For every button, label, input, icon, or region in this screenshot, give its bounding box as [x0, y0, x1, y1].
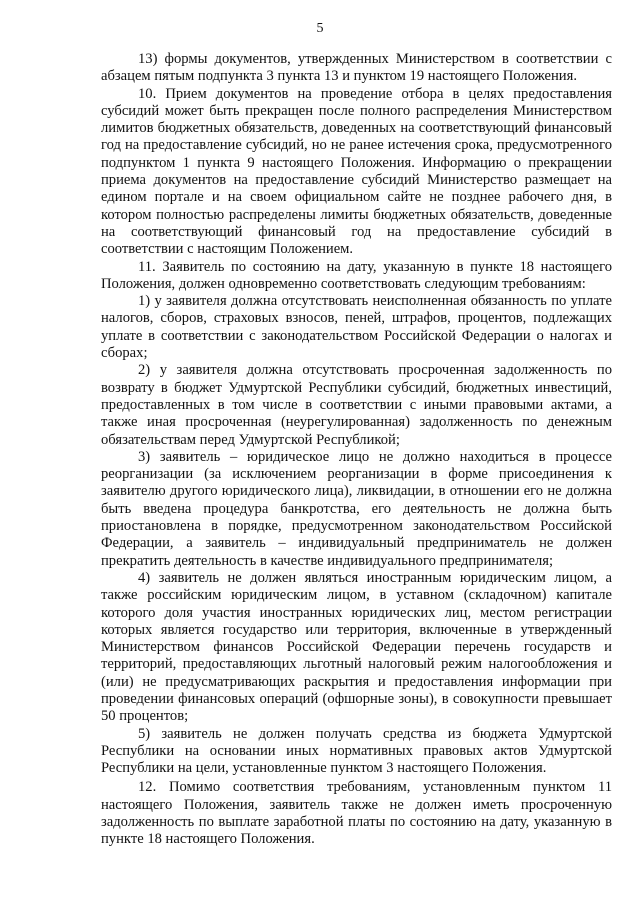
paragraph-requirement-3: 3) заявитель – юридическое лицо не должно находиться в процессе реорганизации (за исключением реорганизации в форме присоединения к заявителю другого юридического лица), ликвидации, в отношении его не должна быть введена процедура банкротства, его деятельность не должна быть приостановлена в порядке, предусмотренном законодательством Российской Федерации, а заявитель – индивидуальный предприниматель не должен прекратить деятельность в качестве индивидуального предпринимателя;	[101, 448, 612, 569]
page-number: 5	[316, 21, 324, 36]
paragraph-requirement-5: 5) заявитель не должен получать средства из бюджета Удмуртской Республики на основании иных нормативных правовых актов Удмуртской Республики на цели, установленные пунктом 3 настоящего Положения.	[101, 725, 612, 777]
paragraph-requirement-1: 1) у заявителя должна отсутствовать неисполненная обязанность по уплате налогов, сборов, страховых взносов, пеней, штрафов, процентов, подлежащих уплате в соответствии с законодательством Российской Федерации о налогах и сборах;	[101, 293, 612, 362]
paragraph-clause-12: 12. Помимо соответствия требованиям, установленным пунктом 11 настоящего Положения, заявитель также не должен иметь просроченную задолженность по выплате заработной платы по состоянию на дату, указанную в пункте 18 настоящего Положения.	[101, 779, 612, 848]
paragraph-requirement-4: 4) заявитель не должен являться иностранным юридическим лицом, а также российским юридическим лицом, в уставном (складочном) капитале которого доля участия иностранных юридических лиц, местом регистрации которых является государство или территория, включенные в утвержденный Министерством финансов Российской Федерации перечень государств и территорий, предоставляющих льготный налоговый режим налогообложения и (или) не предусматривающих раскрытия и предоставления информации при проведении финансовых операций (офшорные зоны), в совокупности превышает 50 процентов;	[101, 569, 612, 725]
paragraph-clause-11: 11. Заявитель по состоянию на дату, указанную в пункте 18 настоящего Положения, должен одновременно соответствовать следующим требованиям:	[101, 258, 612, 292]
paragraph-clause-10: 10. Прием документов на проведение отбора в целях предоставления субсидий может быть прекращен после полного распределения Министерством лимитов бюджетных обязательств, доведенных на соответствующий финансовый год на предоставление субсидий, но не ранее истечения срока, предусмотренного подпунктом 1 пункта 9 настоящего Положения. Информацию о прекращении приема документов на предоставление субсидий Министерство размещает на едином портале и на своем официальном сайте не позднее рабочего дня, в котором полностью распределены лимиты бюджетных обязательств, доведенные на соответствующий финансовый год на предоставление субсидий в соответствии с настоящим Положением.	[101, 85, 612, 258]
paragraph-requirement-2: 2) у заявителя должна отсутствовать просроченная задолженность по возврату в бюджет Удмуртской Республики субсидий, бюджетных инвестиций, предоставленных в том числе в соответствии с иными правовыми актами, а также иная просроченная (неурегулированная) задолженность по денежным обязательствам перед Удмуртской Республикой;	[101, 362, 612, 448]
document-body	[101, 51, 612, 849]
paragraph-item-13: 13) формы документов, утвержденных Министерством в соответствии с абзацем пятым подпункта 3 пункта 13 и пунктом 19 настоящего Положения.	[101, 51, 612, 85]
